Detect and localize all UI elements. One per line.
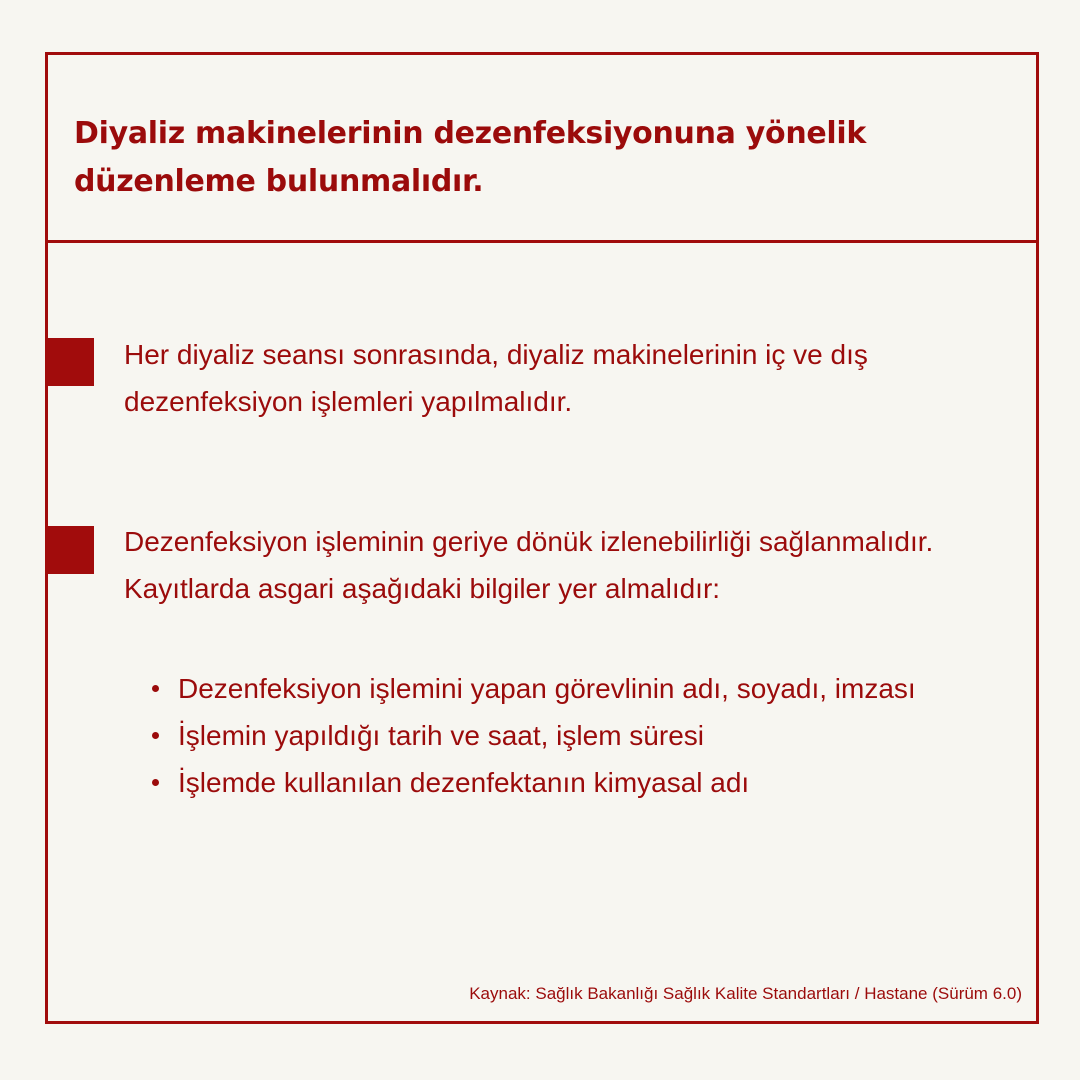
list-item-text: İşlemin yapıldığı tarih ve saat, işlem süresi <box>178 720 704 751</box>
page-title: Diyaliz makinelerinin dezenfeksiyonuna yönelik düzenleme bulunmalıdır. <box>74 116 867 199</box>
source-note: Kaynak: Sağlık Bakanlığı Sağlık Kalite Standartları / Hastane (Sürüm 6.0) <box>469 984 1022 1003</box>
bullet-dot-icon <box>152 732 159 739</box>
list-item <box>148 712 916 759</box>
bullet-dot-icon <box>152 779 159 786</box>
list-item-text: İşlemde kullanılan dezenfektanın kimyasal adı <box>178 767 750 798</box>
paragraph-2: Dezenfeksiyon işleminin geriye dönük izlenebilirliği sağlanmalıdır. Kayıtlarda asgari aşağıdaki bilgiler yer almalıdır: <box>124 526 934 604</box>
requirements-list <box>148 665 916 806</box>
content-frame <box>45 52 1039 1024</box>
list-item <box>148 759 916 806</box>
paragraph-marker-2 <box>48 526 94 574</box>
list-item <box>148 665 916 712</box>
paragraph-marker-1 <box>48 338 94 386</box>
title-box <box>48 55 1036 243</box>
paragraph-1: Her diyaliz seansı sonrasında, diyaliz makinelerinin iç ve dış dezenfeksiyon işlemleri yapılmalıdır. <box>124 339 868 417</box>
list-item-text: Dezenfeksiyon işlemini yapan görevlinin adı, soyadı, imzası <box>178 673 916 704</box>
bullet-dot-icon <box>152 685 159 692</box>
